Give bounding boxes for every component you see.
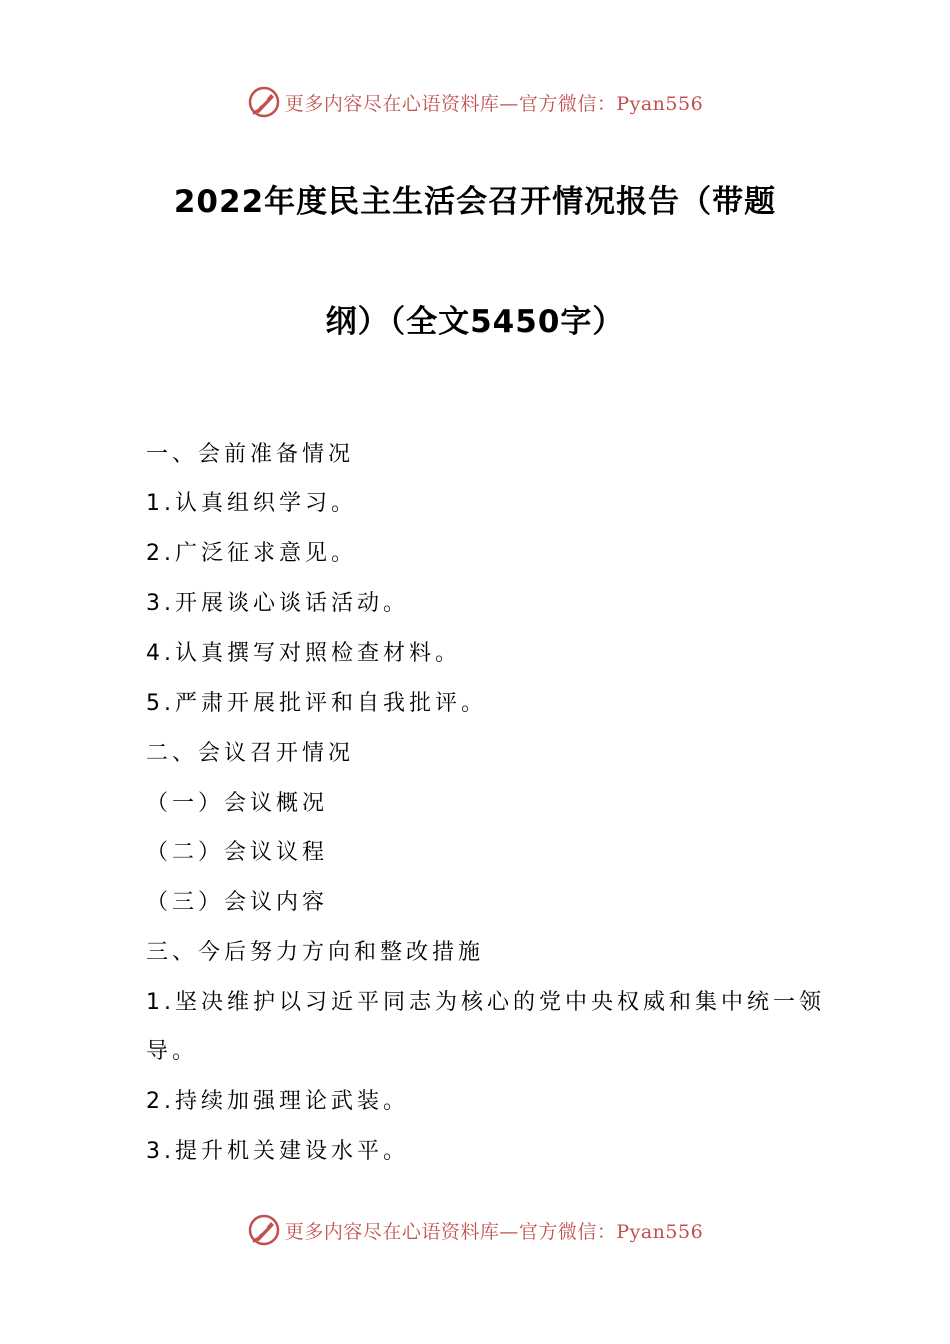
outline-line: 导。 [146,1039,199,1064]
header-watermark [0,82,950,122]
outline-line: 2.广泛征求意见。 [146,541,357,566]
outline-line: 3.开展谈心谈话活动。 [146,591,409,616]
outline-line: 3.提升机关建设水平。 [146,1139,409,1164]
outline-line: 三、今后努力方向和整改措施 [146,940,485,965]
document-title-line-2: 纲）（全文5450字） [325,304,625,340]
document-title-line-1: 2022年度民主生活会召开情况报告（带题 [173,184,777,220]
quill-logo-icon [247,85,281,119]
watermark-text: 更多内容尽在心语资料库—官方微信：Pyan556 [284,1220,704,1243]
outline-line: 5.严肃开展批评和自我批评。 [146,691,487,716]
outline-line: （一）会议概况 [146,791,329,816]
outline-line: （二）会议议程 [146,840,329,865]
outline-line: 二、会议召开情况 [146,741,355,766]
outline-line: 4.认真撰写对照检查材料。 [146,641,461,666]
outline-line: （三）会议内容 [146,890,329,915]
outline-line: 1.坚决维护以习近平同志为核心的党中央权威和集中统一领 [146,990,825,1015]
outline-line: 一、会前准备情况 [146,442,355,467]
quill-logo-icon [247,1213,281,1247]
outline-line: 2.持续加强理论武装。 [146,1089,409,1114]
footer-watermark [0,1210,950,1250]
outline-line: 1.认真组织学习。 [146,491,357,516]
watermark-text: 更多内容尽在心语资料库—官方微信：Pyan556 [284,92,704,115]
